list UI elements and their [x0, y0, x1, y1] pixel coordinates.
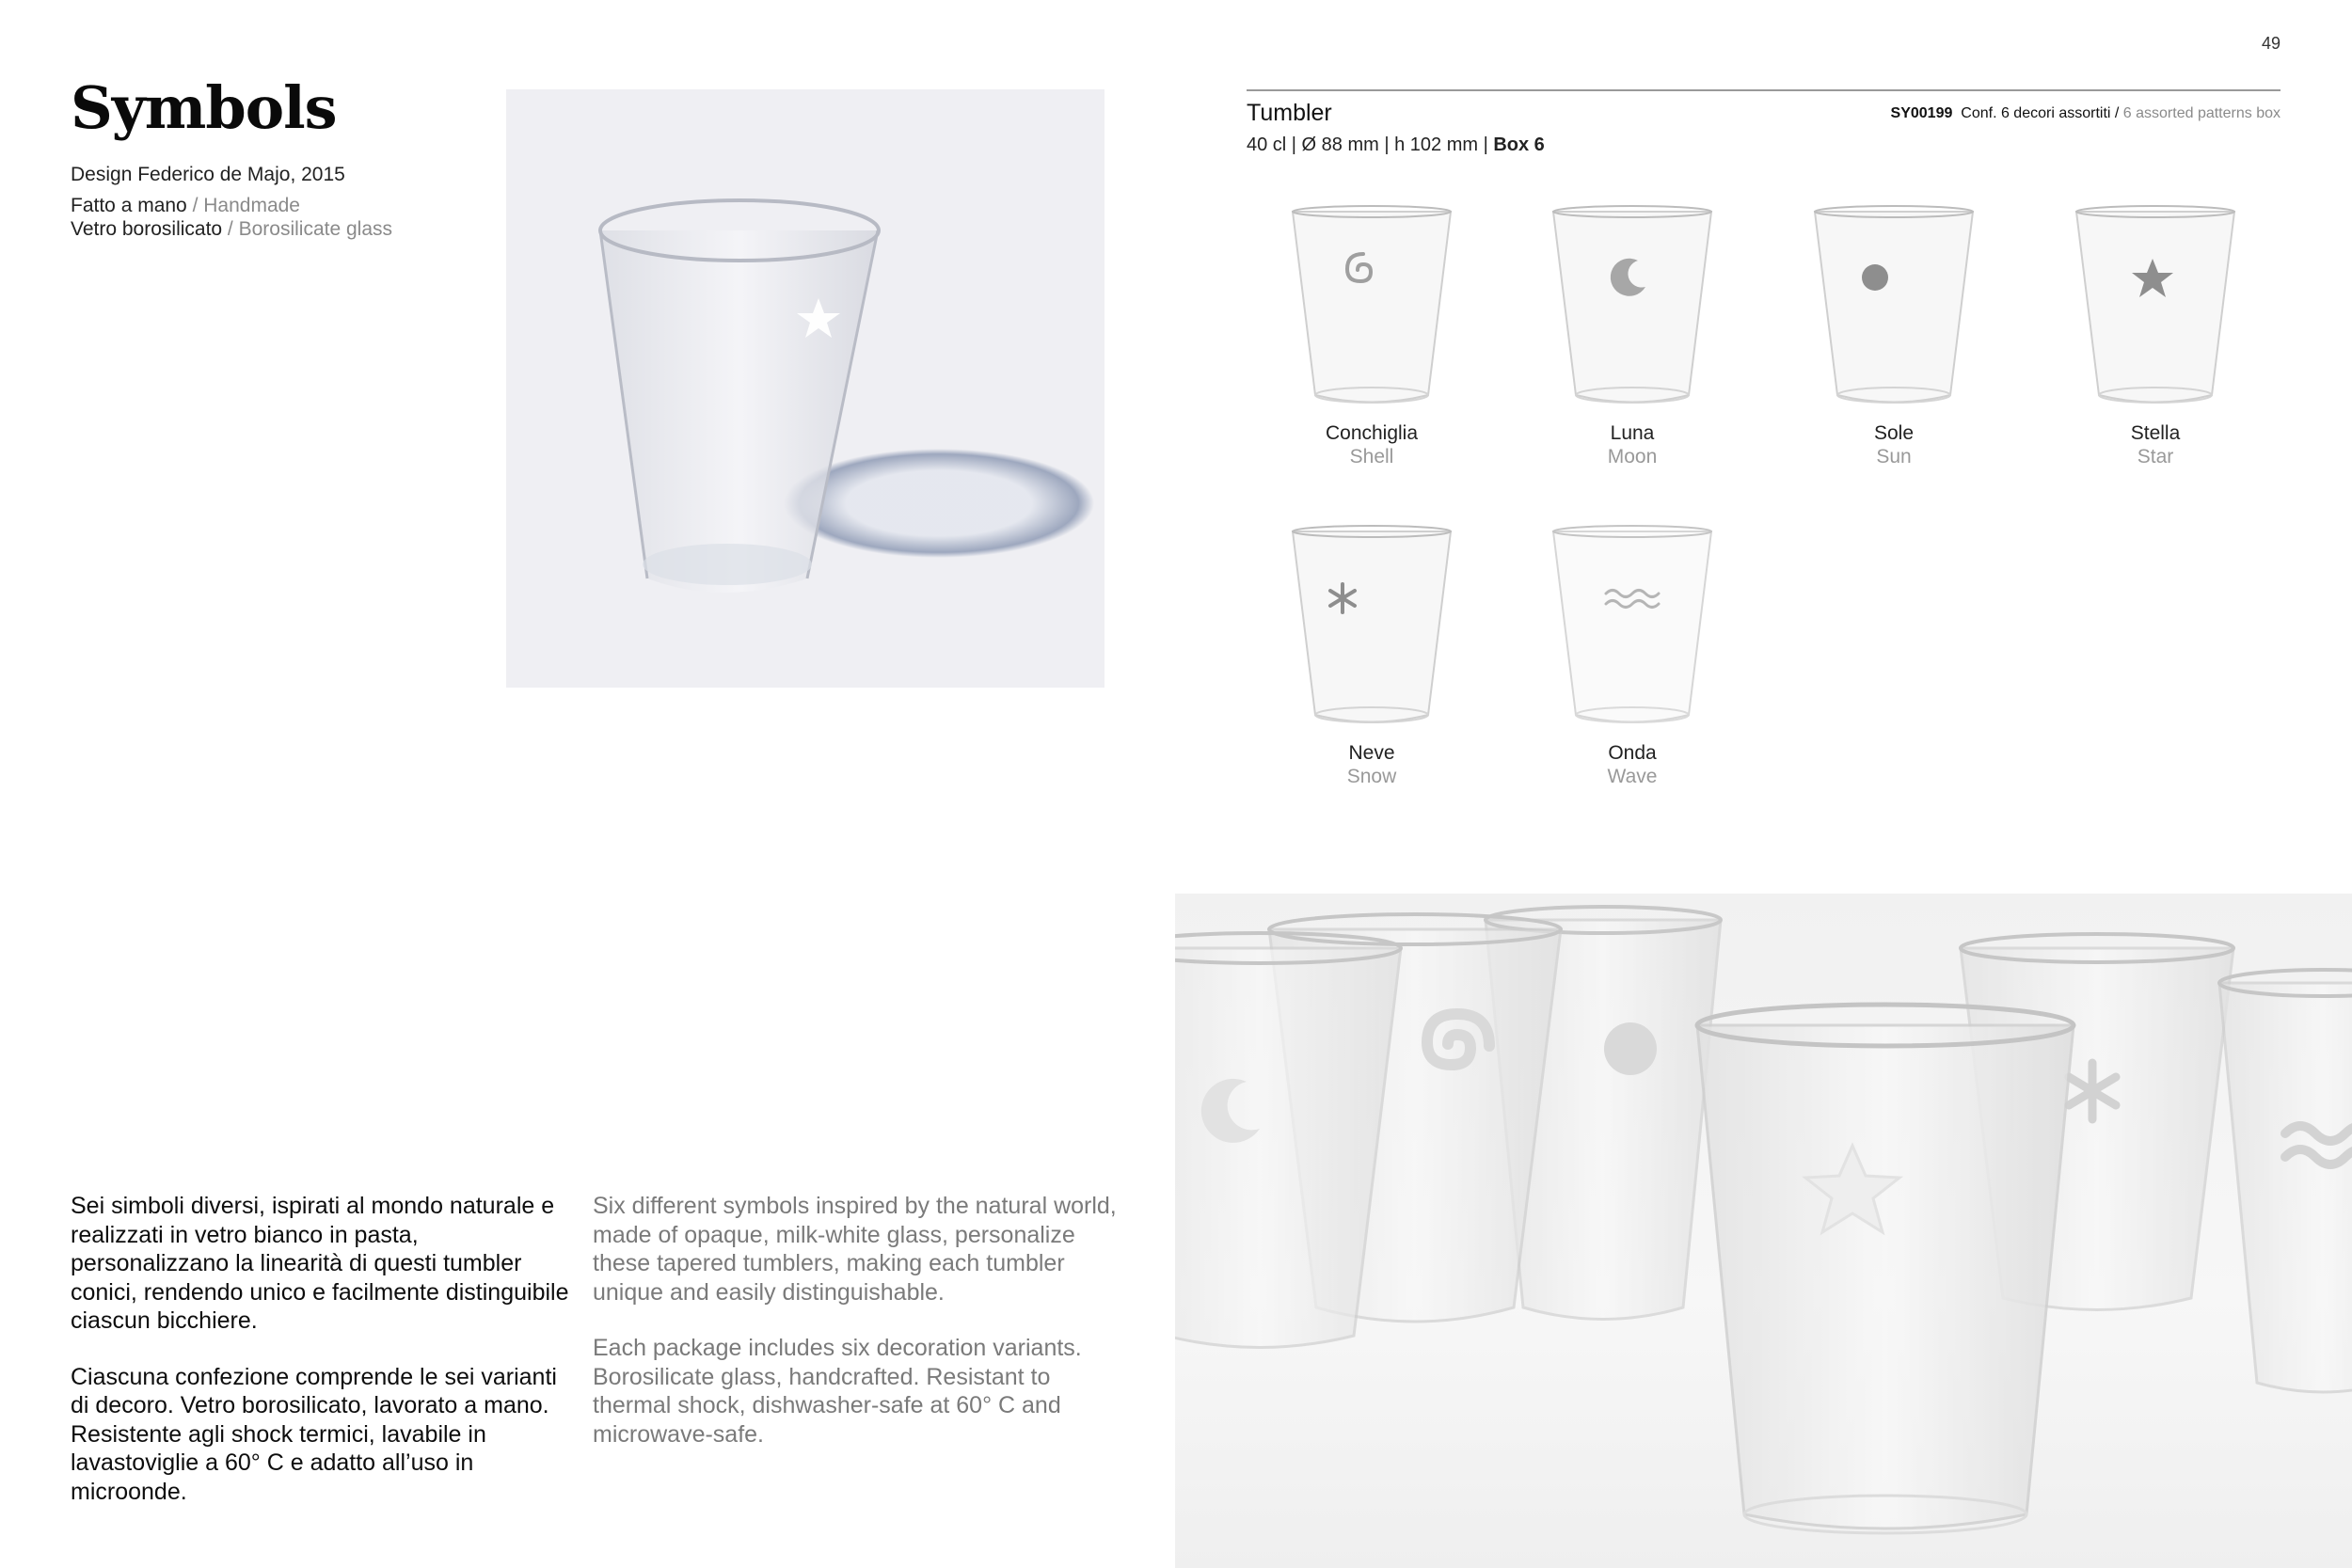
variant-name-en: Sun [1876, 446, 1912, 467]
page-number: 49 [2261, 34, 2280, 53]
product-code: SY00199 [1890, 105, 1953, 121]
variant-name-en: Wave [1607, 766, 1658, 787]
variant-sun [1786, 202, 2002, 468]
spec-handmade [71, 194, 392, 217]
spec-it: Vetro borosilicato [71, 218, 223, 240]
description-english [593, 1192, 1120, 1476]
variant-snow [1263, 522, 1480, 788]
product-code-line [1891, 105, 2280, 122]
variant-name-it: Stella [2130, 422, 2181, 444]
paragraph: Sei simboli diversi, ispirati al mondo naturale e realizzati in vetro bianco in pasta, personalizzano la linearità di questi tumbler conici, rendendo unico e facilmente distinguibile ciascun bicchiere. [71, 1193, 569, 1334]
variant-name-it: Onda [1608, 742, 1657, 764]
variant-name-it: Neve [1348, 742, 1395, 764]
material-specs [71, 194, 392, 241]
tumbler-glass [1809, 202, 1979, 409]
dot-icon [1862, 264, 1888, 291]
pack-en: 6 assorted patterns box [2122, 105, 2280, 121]
variant-name-it: Sole [1873, 422, 1915, 444]
paragraph: Ciascuna confezione comprende le sei varianti di decoro. Vetro borosilicato, lavorato a mano. Resistente agli shock termici, lavabile in lavastoviglie a 60° C e adatto all’uso in microonde. [71, 1363, 557, 1505]
spec-it: Fatto a mano [71, 195, 187, 216]
hero-glass-illustration [506, 89, 1104, 688]
variant-name-it: Luna [1610, 422, 1655, 444]
dimensions-text: 40 cl | Ø 88 mm | h 102 mm | [1247, 135, 1494, 155]
box-quantity: Box 6 [1493, 135, 1545, 155]
variant-name-en: Star [2137, 446, 2174, 467]
tumbler-glass [1287, 202, 1456, 409]
variant-name-en: Shell [1349, 446, 1394, 467]
spec-separator: / [186, 195, 204, 216]
paragraph: Six different symbols inspired by the natural world, made of opaque, milk-white glass, personalize these tapered tumblers, making each tumbler unique and easily distinguishable. [593, 1193, 1117, 1306]
description-italian [71, 1192, 569, 1533]
lifestyle-photo [1175, 894, 2352, 1568]
tumbler-glass [1548, 522, 1717, 729]
variant-wave [1524, 522, 1740, 788]
collection-title: Symbols [71, 73, 337, 142]
variant-moon [1524, 202, 1740, 468]
paragraph: Each package includes six decoration variants. Borosilicate glass, handcrafted. Resistant to thermal shock, dishwasher-safe at 60° C and microwave-safe. [593, 1335, 1082, 1448]
hero-product-photo [506, 89, 1104, 688]
variant-name-it: Conchiglia [1325, 422, 1419, 444]
product-divider [1247, 89, 2280, 91]
product-dimensions [1247, 135, 1545, 156]
designer-credit: Design Federico de Majo, 2015 [71, 164, 345, 185]
tumbler-glass [2071, 202, 2240, 409]
spec-separator: / [222, 218, 239, 240]
product-name: Tumbler [1247, 100, 1332, 126]
spec-en: Handmade [203, 195, 300, 216]
spec-en: Borosilicate glass [238, 218, 393, 240]
tumbler-glass [1287, 522, 1456, 729]
glasses-group-illustration [1175, 894, 2352, 1568]
pack-it: Conf. 6 decori assortiti / [1961, 105, 2123, 121]
variant-name-en: Snow [1346, 766, 1397, 787]
variant-star [2047, 202, 2264, 468]
variant-shell [1263, 202, 1480, 468]
spec-material [71, 217, 392, 241]
tumbler-glass [1548, 202, 1717, 409]
variant-name-en: Moon [1607, 446, 1658, 467]
